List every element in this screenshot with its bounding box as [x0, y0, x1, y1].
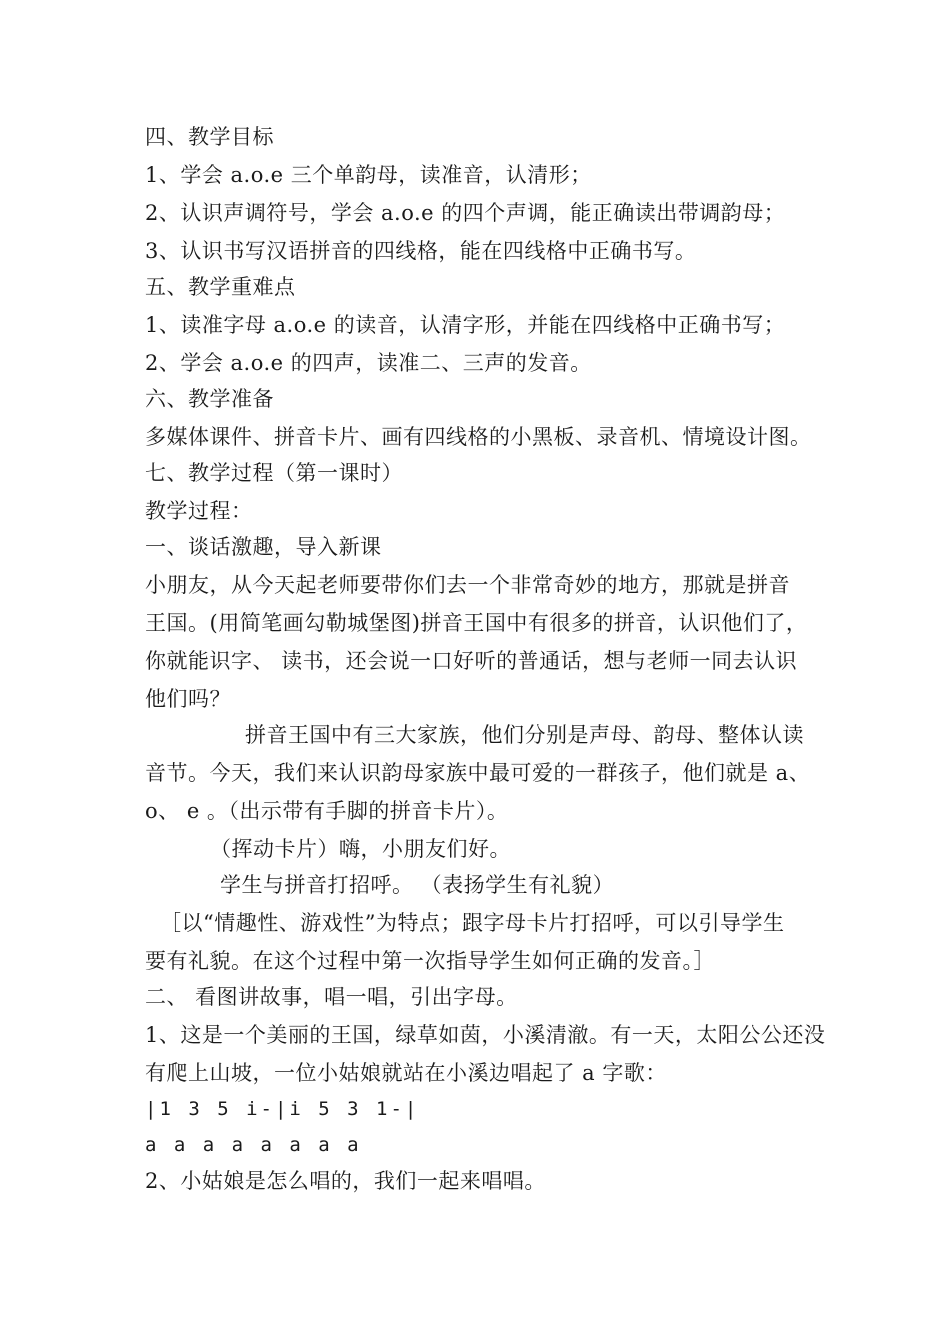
paragraph-line: 他们吗？	[145, 687, 231, 711]
paragraph-line: 拼音王国中有三大家族，他们分别是声母、韵母、整体认读	[245, 723, 804, 747]
music-notation: |1 3 5 i-|i 5 3 1-|	[145, 1098, 420, 1120]
paragraph-line: 音节。今天，我们来认识韵母家族中最可爱的一群孩子，他们就是 a、	[145, 761, 811, 785]
process-label: 教学过程：	[145, 499, 253, 523]
lyrics-line: a a a a a a a a	[145, 1134, 362, 1156]
objective-3: 3、认识书写汉语拼音的四线格，能在四线格中正确书写。	[145, 239, 697, 263]
objective-1: 1、学会 a.o.e 三个单韵母，读准音，认清形；	[145, 163, 592, 187]
step-2-heading: 二、 看图讲故事，唱一唱，引出字母。	[145, 985, 518, 1009]
note-line: 要有礼貌。在这个过程中第一次指导学生如何正确的发音。］	[145, 949, 715, 973]
key-point-2: 2、学会 a.o.e 的四声，读准二、三声的发音。	[145, 351, 592, 375]
paragraph-line: o、 e 。（出示带有手脚的拼音卡片）。	[145, 799, 509, 823]
paragraph-line: （挥动卡片）嗨，小朋友们好。	[210, 837, 511, 861]
paragraph-line: 有爬上山坡，一位小姑娘就站在小溪边唱起了 a 字歌：	[145, 1061, 667, 1085]
note-line: ［以“情趣性、游戏性”为特点；跟字母卡片打招呼，可以引导学生	[160, 911, 785, 935]
objective-2: 2、认识声调符号，学会 a.o.e 的四个声调，能正确读出带调韵母；	[145, 201, 786, 225]
key-point-1: 1、读准字母 a.o.e 的读音，认清字形，并能在四线格中正确书写；	[145, 313, 786, 337]
paragraph-line: 你就能识字、 读书，还会说一口好听的普通话，想与老师一同去认识	[145, 649, 798, 673]
heading-process: 七、教学过程（第一课时）	[145, 461, 403, 485]
paragraph-line: 2、小姑娘是怎么唱的，我们一起来唱唱。	[145, 1169, 546, 1193]
paragraph-line: 王国。(用简笔画勾勒城堡图)拼音王国中有很多的拼音，认识他们了，	[145, 611, 808, 635]
paragraph-line: 小朋友，从今天起老师要带你们去一个非常奇妙的地方，那就是拼音	[145, 573, 790, 597]
preparation-text: 多媒体课件、拼音卡片、画有四线格的小黑板、录音机、情境设计图。	[145, 425, 812, 449]
heading-preparation: 六、教学准备	[145, 387, 274, 411]
step-1-heading: 一、谈话激趣，导入新课	[145, 535, 382, 559]
heading-teaching-objectives: 四、教学目标	[145, 125, 274, 149]
heading-key-points: 五、教学重难点	[145, 275, 296, 299]
paragraph-line: 学生与拼音打招呼。 （表扬学生有礼貌）	[220, 873, 615, 897]
paragraph-line: 1、这是一个美丽的王国，绿草如茵，小溪清澈。有一天，太阳公公还没	[145, 1023, 826, 1047]
